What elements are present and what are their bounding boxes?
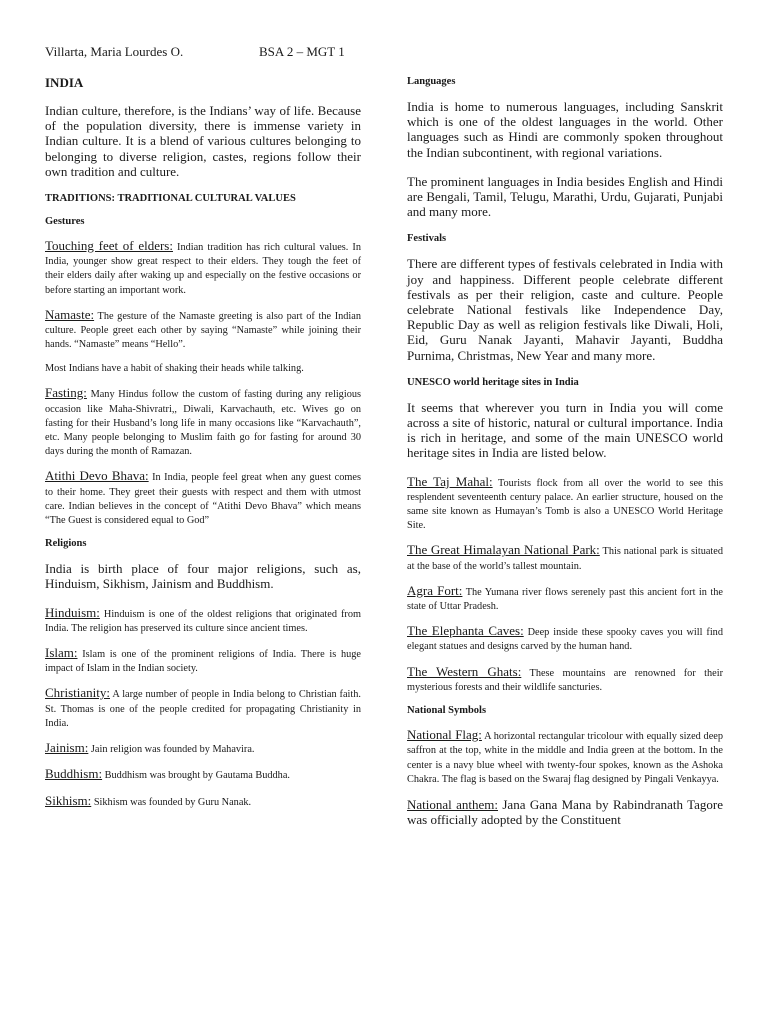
site-item	[407, 624, 723, 654]
unesco-heading: UNESCO world heritage sites in India	[407, 376, 579, 388]
item-text: A horizontal rectangular tricolour with equally sized deep saffron at the top, white in the middle and India green at the bottom. In the center is a navy blue wheel with twenty-four spokes, known as the Ashoka Chakra. The flag is based on the Swaraj flag designed by Pingali Venkayya.	[407, 731, 723, 785]
item-text: This national park is situated at the base of the world’s tallest mountain.	[407, 546, 723, 572]
item-term: National anthem:	[407, 796, 499, 812]
traditions-heading: TRADITIONS: TRADITIONAL CULTURAL VALUES	[45, 193, 296, 205]
site-item	[407, 665, 723, 695]
religion-item	[45, 646, 361, 676]
item-text: In India, people feel great when any guest comes to their home. They greet their guests with respect and them with utmost care. Indian believes in the concept of “Atithi Devo Bhava” which means “The Guest is considered equal to God”	[45, 472, 361, 527]
site-item	[407, 584, 723, 614]
item-text: Deep inside these spooky caves you will find elegant statues and designs carved by the human hand.	[407, 627, 723, 653]
item-text: These mountains are renowned for their mysterious forests and their wildlife sancturies.	[407, 667, 724, 693]
gestures-heading: Gestures	[45, 216, 85, 228]
religions-heading: Religions	[45, 538, 87, 550]
symbol-item	[407, 797, 723, 827]
item-term: The Great Himalayan National Park:	[407, 542, 600, 558]
author-name: Villarta, Maria Lourdes O.	[45, 44, 184, 59]
item-term: Christianity:	[45, 685, 110, 701]
symbols-heading: National Symbols	[407, 705, 487, 717]
item-term: The Western Ghats:	[407, 663, 522, 679]
festivals-paragraph: There are different types of festivals celebrated in India with joy and happiness. Different people celebrate different festivals as per their religion, caste and culture. People celebrate National festivals like Independence Day, Republic Day as well as religion festivals like Diwali, Holi, Eid, Guru Nanak Jayanti, Mahavir Jayanti, Buddha Purnima, Christmas, New Year and many more.	[407, 256, 723, 363]
site-item	[407, 475, 723, 534]
item-text: Jain religion was founded by Mahavira.	[88, 744, 255, 756]
religion-item	[45, 794, 361, 810]
item-text: Jana Gana Mana by Rabindranath Tagore was officially adopted by the Constituent	[407, 796, 724, 828]
languages-paragraph-2: The prominent languages in India besides English and Hindi are Bengali, Tamil, Telugu, Marathi, Urdu, Gujarati, Punjabi and many more.	[407, 173, 723, 220]
custom-item	[45, 386, 361, 459]
religion-item	[45, 686, 361, 731]
item-text: Many Hindus follow the custom of fasting during any religious occasion like Maha-Shivratri,, Diwali, Karvachauth, etc. Wives go on fasting for their Husband’s long life in many occasions like “Karvachauth”, etc. Many people belonging to Muslim faith go for fasting for around 30 days during the month of Ramazan.	[45, 389, 361, 458]
item-term: National Flag:	[407, 727, 482, 743]
shaking-note: Most Indians have a habit of shaking their heads while talking.	[45, 363, 304, 375]
custom-item	[45, 469, 361, 528]
unesco-paragraph: It seems that wherever you turn in India you will come across a site of historic, natural or cultural importance. India is rich in heritage, and some of the main UNESCO world heritage sites in India are listed below.	[407, 399, 723, 461]
festivals-heading: Festivals	[407, 233, 447, 245]
intro-paragraph: Indian culture, therefore, is the Indians’ way of life. Because of the population diversity, there is immense variety in Indian culture. It is a blend of various cultures belonging to belonging to diverse religion, castes, regions follow their own tradition and culture.	[45, 103, 361, 179]
religion-item	[45, 767, 361, 783]
left-column	[45, 75, 361, 820]
gesture-item	[45, 308, 361, 353]
gesture-item	[45, 239, 361, 298]
languages-heading: Languages	[407, 76, 456, 87]
item-text: The gesture of the Namaste greeting is also part of the Indian culture. People greet each other by saying “Namaste” while joining their hands. “Namaste” means “Hello”.	[45, 310, 361, 351]
item-text: A large number of people in India belong to Christian faith. St. Thomas is one of the people credited for propagating Christianity in India.	[45, 689, 361, 729]
item-term: Namaste:	[45, 306, 95, 322]
religion-item	[45, 606, 361, 636]
item-text: Hinduism is one of the oldest religions that originated from India. The religion has preserved its culture since ancient times.	[45, 608, 361, 634]
item-term: The Elephanta Caves:	[407, 623, 524, 639]
document-header	[45, 44, 361, 60]
symbol-item	[407, 728, 723, 787]
right-column	[407, 76, 723, 837]
item-text: Sikhism was founded by Guru Nanak.	[91, 796, 252, 808]
item-text: Buddhism was brought by Gautama Buddha.	[102, 770, 290, 782]
item-text: The Yumana river flows serenely past this ancient fort in the state of Uttar Pradesh.	[407, 586, 723, 613]
item-term: Sikhism:	[45, 792, 92, 808]
item-term: Fasting:	[45, 385, 87, 401]
item-text: Tourists flock from all over the world to see this resplendent seventeenth century palace. An earlier structure, housed on the same site known as Humayan’s Tomb is also a UNESCO World Heritage Site.	[407, 477, 723, 532]
item-term: Touching feet of elders:	[45, 238, 173, 254]
religion-item	[45, 741, 361, 757]
site-item	[407, 543, 723, 573]
item-term: Buddhism:	[45, 766, 103, 782]
item-term: The Taj Mahal:	[407, 473, 493, 489]
item-term: Islam:	[45, 645, 78, 661]
course-code: BSA 2 – MGT 1	[259, 44, 345, 59]
item-term: Atithi Devo Bhava:	[45, 468, 149, 484]
item-term: Jainism:	[45, 740, 89, 756]
item-text: Indian tradition has rich cultural values. In India, younger show great respect to their elders. They tough the feet of their elders daily after waking up and especially on the festive occasions or before starting an important work.	[45, 242, 361, 296]
item-text: Islam is one of the prominent religions of India. There is huge impact of Islam in the Indian society.	[45, 649, 361, 675]
page-title: INDIA	[45, 75, 84, 90]
item-term: Hinduism:	[45, 604, 100, 620]
languages-paragraph-1: India is home to numerous languages, including Sanskrit which is one of the oldest languages in the world. Other languages such as Hindi are commonly spoken throughout the Indian subcontinent, with regional variations.	[407, 99, 723, 160]
item-term: Agra Fort:	[407, 582, 463, 598]
religions-intro: India is birth place of four major religions, such as, Hinduism, Sikhism, Jainism and Buddhism.	[45, 561, 361, 592]
